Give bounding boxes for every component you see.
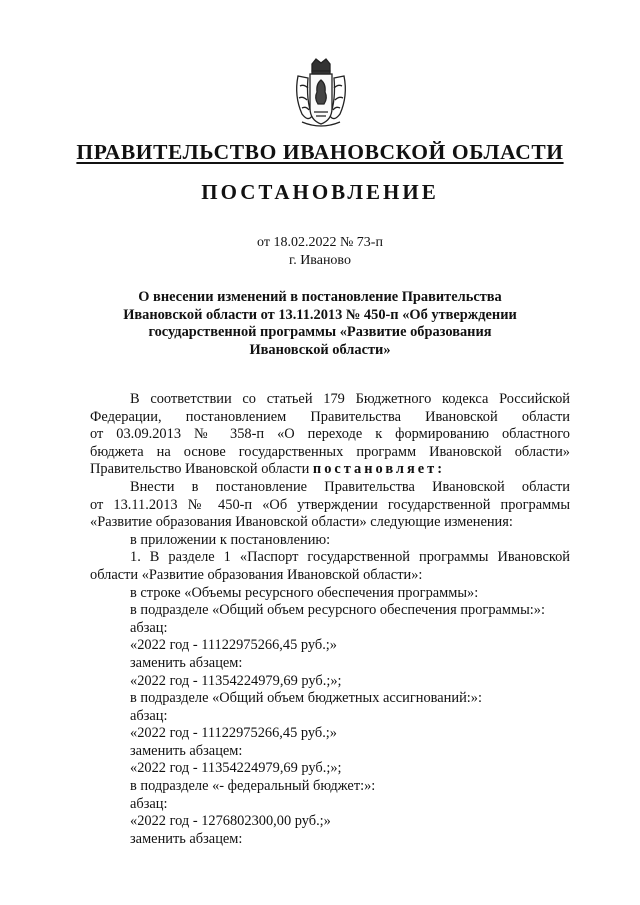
coat-of-arms-icon bbox=[290, 56, 352, 130]
text-line: Федерации, постановлением Правительства Ивановской области bbox=[90, 408, 570, 425]
city-line: г. Иваново bbox=[289, 253, 351, 268]
text-line: 1. В разделе 1 «Паспорт государственной программы Ивановской bbox=[130, 549, 570, 566]
document-type: ПОСТАНОВЛЕНИЕ bbox=[201, 180, 439, 204]
text-line: «2022 год - 11354224979,69 руб.;»; bbox=[130, 672, 342, 689]
text-line: области «Развитие образования Ивановской области»: bbox=[90, 566, 423, 583]
text-line: заменить абзацем: bbox=[130, 654, 243, 671]
text-line: в приложении к постановлению: bbox=[130, 531, 331, 548]
text-line: Внести в постановление Правительства Ивановской области bbox=[130, 478, 570, 495]
text-line: от 13.11.2013 № 450-п «Об утверждении государственной программы bbox=[90, 496, 570, 513]
text-line: абзац: bbox=[130, 707, 168, 724]
text-line: В соответствии со статьей 179 Бюджетного кодекса Российской bbox=[130, 391, 570, 407]
text-line: «2022 год - 11122975266,45 руб.;» bbox=[130, 637, 337, 654]
text-line: «2022 год - 1276802300,00 руб.;» bbox=[130, 813, 331, 830]
document-subject bbox=[80, 289, 560, 359]
subject-line: государственной программы «Развитие образования bbox=[148, 324, 492, 341]
text-line: заменить абзацем: bbox=[130, 830, 243, 847]
text-line: «2022 год - 11354224979,69 руб.;»; bbox=[130, 760, 342, 777]
government-title: ПРАВИТЕЛЬСТВО ИВАНОВСКОЙ ОБЛАСТИ bbox=[76, 140, 564, 164]
text-line: «2022 год - 11122975266,45 руб.;» bbox=[130, 725, 337, 742]
subject-line: Ивановской области от 13.11.2013 № 450-п «Об утверждении bbox=[123, 306, 517, 323]
decree-subject: Правительство Ивановской области bbox=[90, 461, 310, 478]
text-line: от 03.09.2013 № 358-п «О переходе к формированию областного bbox=[90, 426, 570, 443]
text-line: в строке «Объемы ресурсного обеспечения программы»: bbox=[130, 584, 479, 601]
text-line: бюджета на основе государственных программ Ивановской области» bbox=[90, 443, 570, 460]
subject-line: Ивановской области» bbox=[249, 341, 391, 358]
text-line: в подразделе «Общий объем ресурсного обеспечения программы:»: bbox=[130, 602, 545, 619]
text-line: в подразделе «- федеральный бюджет:»: bbox=[130, 778, 376, 795]
text-line: абзац: bbox=[130, 795, 168, 812]
document-body bbox=[90, 391, 570, 848]
text-line: абзац: bbox=[130, 619, 168, 636]
date-number-line: от 18.02.2022 № 73-п bbox=[257, 235, 383, 250]
subject-line: О внесении изменений в постановление Правительства bbox=[138, 289, 502, 305]
text-line: «Развитие образования Ивановской области» следующие изменения: bbox=[90, 514, 513, 531]
decree-word: постановляет: bbox=[312, 461, 446, 478]
text-line: заменить абзацем: bbox=[130, 742, 243, 759]
text-line: в подразделе «Общий объем бюджетных ассигнований:»: bbox=[130, 690, 482, 707]
text-line bbox=[90, 461, 570, 479]
